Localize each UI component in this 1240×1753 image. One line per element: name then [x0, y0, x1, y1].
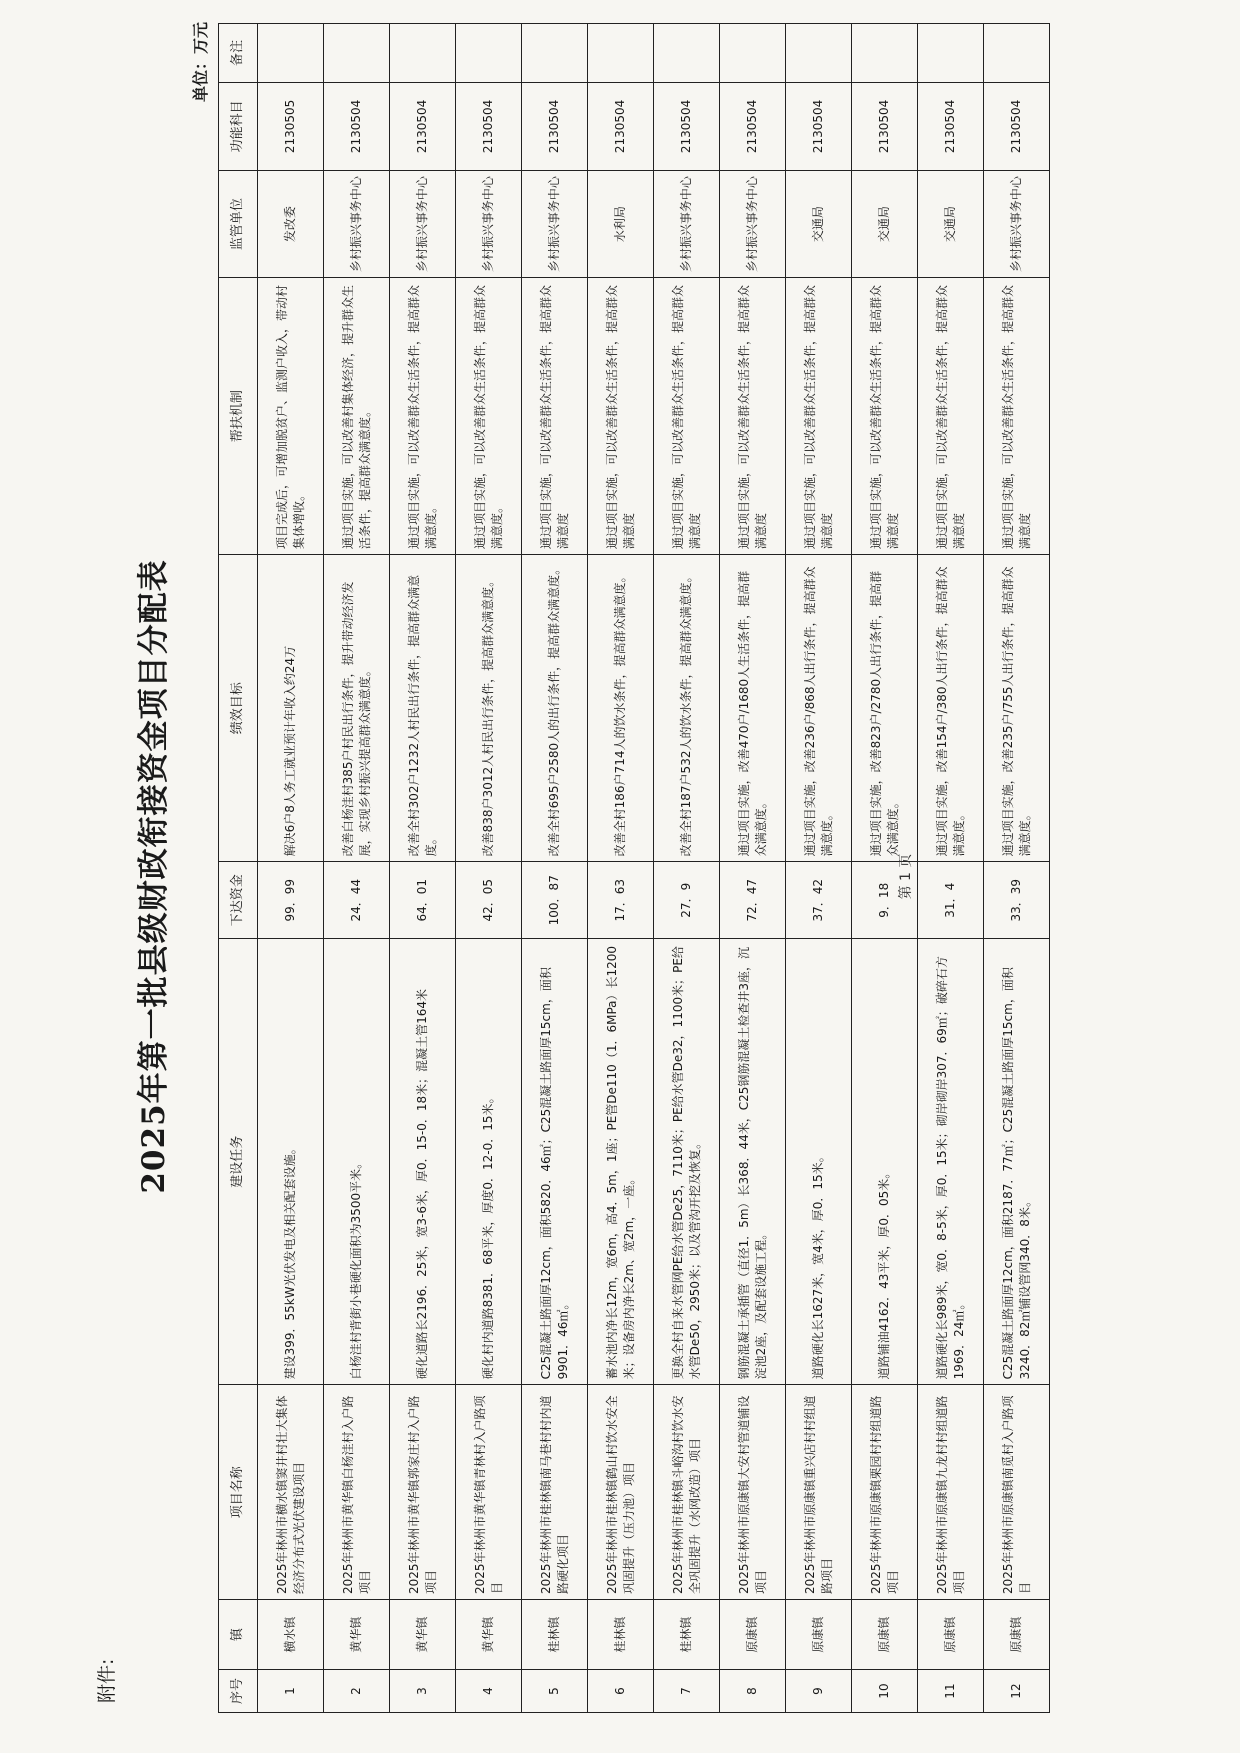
table-row [588, 24, 654, 1713]
table-cell: 27．9 [654, 862, 720, 939]
table-cell: 2025年林州市桂林镇南马巷村村内道路硬化项目 [522, 1385, 588, 1600]
table-row [258, 24, 324, 1713]
table-cell [390, 24, 456, 83]
table-cell: 2130504 [786, 82, 852, 170]
table-cell: 2130504 [654, 82, 720, 170]
header-cell: 序号 [219, 1670, 258, 1713]
table-cell: 2025年林州市原康镇栗园村村组道路项目 [852, 1385, 918, 1600]
table-cell: 钢筋混凝土承插管（直径1．5m）长368．44米，C25钢筋混凝土检查井3座，沉淀池2座，及配套设施工程。 [720, 939, 786, 1385]
table-cell: C25混凝土路面厚12cm，面积5820．46㎡；C25混凝土路面厚15cm，面积9901．46㎡。 [522, 939, 588, 1385]
table-cell: 解决6户8人务工就业预计年收入约24万 [258, 555, 324, 862]
table-row [654, 24, 720, 1713]
table-cell: 交通局 [786, 170, 852, 277]
table-cell: 原康镇 [918, 1600, 984, 1670]
table-cell: 6 [588, 1670, 654, 1713]
table-cell: 2 [324, 1670, 390, 1713]
header-cell: 镇 [219, 1600, 258, 1670]
table-cell: 通过项目实施，改善236户/868人出行条件，提高群众满意度。 [786, 555, 852, 862]
table-cell: 10 [852, 1670, 918, 1713]
table-header-row [219, 24, 258, 1713]
table-cell: 2130504 [918, 82, 984, 170]
table-cell [654, 24, 720, 83]
table-row [786, 24, 852, 1713]
table-cell: 乡村振兴事务中心 [522, 170, 588, 277]
header-cell: 功能科目 [219, 82, 258, 170]
table-cell: 改善全村695户2580人的出行条件，提高群众满意度。 [522, 555, 588, 862]
header-cell: 帮扶机制 [219, 278, 258, 555]
table-cell: 通过项目实施，可以改善群众生活条件，提高群众满意度。 [456, 278, 522, 555]
table-cell: 水利局 [588, 170, 654, 277]
table-cell: 通过项目实施，可以改善群众生活条件，提高群众满意度 [654, 278, 720, 555]
header-cell: 下达资金 [219, 862, 258, 939]
allocation-table [218, 23, 1050, 1713]
table-cell: 42．05 [456, 862, 522, 939]
table-cell: 31．4 [918, 862, 984, 939]
table-cell: 蓄水池内净长12m，宽6m，高4．5m，1座；PE管De110（1．6MPa）长1200米；设备房内净长2m、宽2m，一座。 [588, 939, 654, 1385]
table-cell: 2130504 [390, 82, 456, 170]
table-cell: 2025年林州市原康镇九龙村村组道路项目 [918, 1385, 984, 1600]
table-cell: 9 [786, 1670, 852, 1713]
table-cell [324, 24, 390, 83]
table-body [258, 24, 1050, 1713]
table-cell: 100．87 [522, 862, 588, 939]
table-cell: 通过项目实施，可以改善群众生活条件，提高群众满意度。 [390, 278, 456, 555]
table-row [456, 24, 522, 1713]
unit-label: 单位：万元 [191, 22, 210, 103]
table-cell: 2130504 [720, 82, 786, 170]
table-cell: 33．39 [984, 862, 1050, 939]
table-cell: 道路硬化长989米，宽0．8-5米，厚0．15米；砌岸砌岸307．69㎡；破碎石方1969．24㎡。 [918, 939, 984, 1385]
table-cell [984, 24, 1050, 83]
table-cell: 2025年林州市原康镇南觅村入户路项目 [984, 1385, 1050, 1600]
table-cell: 2130504 [324, 82, 390, 170]
table-cell [918, 24, 984, 83]
table-cell: 改善838户3012人村民出行条件，提高群众满意度。 [456, 555, 522, 862]
table-cell: 2130504 [984, 82, 1050, 170]
table-cell: 通过项目实施，可以改善群众生活条件，提高群众满意度 [918, 278, 984, 555]
table-cell: 通过项目实施，改善823户/2780人出行条件，提高群众满意度。 [852, 555, 918, 862]
attachment-label: 附件: [96, 1658, 118, 1703]
table-cell [786, 24, 852, 83]
table-cell: 通过项目实施，可以改善村集体经济，提升群众生活条件，提高群众满意度。 [324, 278, 390, 555]
table-cell: 道路硬化长1627米，宽4米，厚0．15米。 [786, 939, 852, 1385]
table-cell: 交通局 [852, 170, 918, 277]
page-title: 2025年第一批县级财政衔接资金项目分配表 [136, 559, 172, 1194]
table-cell: 99．99 [258, 862, 324, 939]
table-cell: 2130504 [588, 82, 654, 170]
table-cell: 道路铺油4162．43平米，厚0．05米。 [852, 939, 918, 1385]
table-cell: 桂林镇 [654, 1600, 720, 1670]
table-cell [258, 24, 324, 83]
table-cell: 2025年林州市黄华镇白杨洼村入户路项目 [324, 1385, 390, 1600]
table-cell: 2025年林州市黄华镇郭家庄村入户路项目 [390, 1385, 456, 1600]
table-cell: 白杨洼村背街小巷硬化面积为3500平米。 [324, 939, 390, 1385]
table-cell: 2025年林州市黄华镇青林村入户路项目 [456, 1385, 522, 1600]
table-cell: 2025年林州市原康镇大安村管道铺设项目 [720, 1385, 786, 1600]
table-cell: 原康镇 [720, 1600, 786, 1670]
table-cell: 改善全村186户714人的饮水条件，提高群众满意度。 [588, 555, 654, 862]
table-cell: 桂林镇 [522, 1600, 588, 1670]
table-cell: 黄华镇 [390, 1600, 456, 1670]
header-cell: 监管单位 [219, 170, 258, 277]
header-cell: 备注 [219, 24, 258, 83]
table-cell: 2130505 [258, 82, 324, 170]
table-cell: 通过项目实施，改善470户/1680人生活条件，提高群众满意度。 [720, 555, 786, 862]
table-cell: 硬化道路长2196．25米，宽3-6米，厚0．15-0．18米；混凝土管164米 [390, 939, 456, 1385]
table-cell: 8 [720, 1670, 786, 1713]
table-cell: 原康镇 [786, 1600, 852, 1670]
table-cell: 乡村振兴事务中心 [390, 170, 456, 277]
table-cell: 原康镇 [852, 1600, 918, 1670]
table-cell: 9．18 [852, 862, 918, 939]
table-row [984, 24, 1050, 1713]
table-cell [720, 24, 786, 83]
table-cell: 3 [390, 1670, 456, 1713]
table-cell: 通过项目实施，可以改善群众生活条件，提高群众满意度 [852, 278, 918, 555]
table-cell: 乡村振兴事务中心 [456, 170, 522, 277]
table-cell: 乡村振兴事务中心 [984, 170, 1050, 277]
table-cell: 更换全村自来水管网PE给水管De25，7110米；PE给水管De32，1100米；PE给水管De50，2950米；以及管沟开挖及恢复。 [654, 939, 720, 1385]
table-cell: 2025年林州市原康镇重兴店村村组道路项目 [786, 1385, 852, 1600]
table-cell: 建设399．55kW光伏发电及相关配套设施。 [258, 939, 324, 1385]
table-cell: 1 [258, 1670, 324, 1713]
table-cell: 改善白杨洼村385户村民出行条件，提升带动经济发展，实现乡村振兴提高群众满意度。 [324, 555, 390, 862]
table-cell: 17．63 [588, 862, 654, 939]
table-cell: 通过项目实施，可以改善群众生活条件，提高群众满意度 [786, 278, 852, 555]
table-cell: 2130504 [456, 82, 522, 170]
table-cell: 2025年林州市桂林镇鹤山村饮水安全巩固提升（压力池）项目 [588, 1385, 654, 1600]
table-cell: 通过项目实施，可以改善群众生活条件，提高群众满意度 [720, 278, 786, 555]
table-cell [588, 24, 654, 83]
table-cell: 乡村振兴事务中心 [324, 170, 390, 277]
table-cell: C25混凝土路面厚12cm，面积2187．77㎡；C25混凝土路面厚15cm，面积3240．82㎡铺设管网340．8米。 [984, 939, 1050, 1385]
table-cell: 改善全村187户532人的饮水条件，提高群众满意度。 [654, 555, 720, 862]
table-row [390, 24, 456, 1713]
table-cell: 2025年林州市桂林镇斗峪沟村饮水安全巩固提升（水网改造）项目 [654, 1385, 720, 1600]
header-cell: 项目名称 [219, 1385, 258, 1600]
table-cell: 64．01 [390, 862, 456, 939]
table-cell: 改善全村302户1232人村民出行条件，提高群众满意度。 [390, 555, 456, 862]
table-cell: 横水镇 [258, 1600, 324, 1670]
table-cell: 项目完成后，可增加脱贫户、监测户收入，带动村集体增收。 [258, 278, 324, 555]
table-row [522, 24, 588, 1713]
table-row [720, 24, 786, 1713]
table-cell: 硬化村内道路8381．68平米，厚度0．12-0．15米。 [456, 939, 522, 1385]
table-cell: 乡村振兴事务中心 [720, 170, 786, 277]
table-cell [456, 24, 522, 83]
table-cell: 37．42 [786, 862, 852, 939]
table-cell: 发改委 [258, 170, 324, 277]
table-cell: 乡村振兴事务中心 [654, 170, 720, 277]
table-cell: 4 [456, 1670, 522, 1713]
table-cell: 通过项目实施，改善235户/755人出行条件，提高群众满意度。 [984, 555, 1050, 862]
table-cell: 桂林镇 [588, 1600, 654, 1670]
table-cell: 12 [984, 1670, 1050, 1713]
table-cell: 24．44 [324, 862, 390, 939]
table-cell: 2025年林州市横水镇窦井村壮大集体经济分布式光伏建设项目 [258, 1385, 324, 1600]
table-row [918, 24, 984, 1713]
table-cell: 原康镇 [984, 1600, 1050, 1670]
table-cell: 72．47 [720, 862, 786, 939]
table-cell: 通过项目实施，可以改善群众生活条件，提高群众满意度 [984, 278, 1050, 555]
table-cell: 11 [918, 1670, 984, 1713]
table-cell: 黄华镇 [456, 1600, 522, 1670]
table-cell: 2130504 [852, 82, 918, 170]
table-cell: 5 [522, 1670, 588, 1713]
table-cell: 通过项目实施，改善154户/380人出行条件，提高群众满意度。 [918, 555, 984, 862]
table-cell: 2130504 [522, 82, 588, 170]
page-number: 第 1 页 [898, 853, 914, 900]
table-row [324, 24, 390, 1713]
table-cell: 通过项目实施，可以改善群众生活条件，提高群众满意度 [522, 278, 588, 555]
table-cell: 7 [654, 1670, 720, 1713]
header-cell: 建设任务 [219, 939, 258, 1385]
table-cell: 交通局 [918, 170, 984, 277]
table-cell: 通过项目实施，可以改善群众生活条件，提高群众满意度 [588, 278, 654, 555]
header-cell: 绩效目标 [219, 555, 258, 862]
table-cell [522, 24, 588, 83]
table-cell: 黄华镇 [324, 1600, 390, 1670]
